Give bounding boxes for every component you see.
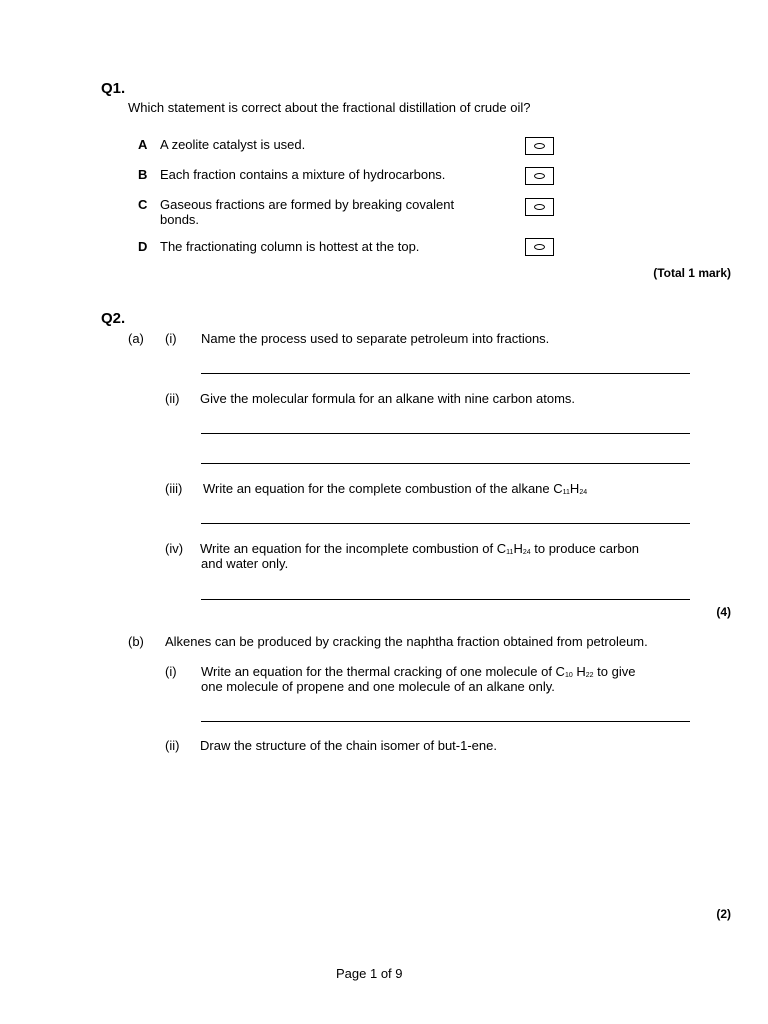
page-number: Page 1 of 9: [336, 966, 403, 981]
q2b-label: (b): [128, 634, 144, 649]
q2a-iii-label: (iii): [165, 481, 183, 496]
q2b-i-text-h: H: [572, 664, 586, 679]
q2a-iii-text: [203, 481, 587, 500]
q2b-i-label: (i): [165, 664, 177, 679]
q2a-iv-text-main: Write an equation for the incomplete combustion of C: [200, 541, 507, 556]
q2a-iv-text-h: H: [513, 541, 523, 556]
subscript: 22: [585, 672, 594, 679]
answer-line[interactable]: [201, 721, 690, 722]
q1-option-b-letter: B: [138, 167, 148, 182]
answer-line[interactable]: [201, 463, 690, 464]
q2a-ii-label: (ii): [165, 391, 180, 406]
q2b-i-text-cont: one molecule of propene and one molecule of an alkane only.: [201, 679, 555, 694]
q2b-i-text-tail: to give: [593, 664, 636, 679]
q2b-text: Alkenes can be produced by cracking the naphtha fraction obtained from petroleum.: [165, 634, 648, 649]
q2a-iii-text-h: H: [569, 481, 580, 496]
answer-line[interactable]: [201, 523, 690, 524]
answer-line[interactable]: [201, 599, 690, 600]
subscript: 10: [564, 672, 573, 679]
subscript: 24: [579, 489, 588, 496]
q2a-iv-text-cont: and water only.: [201, 556, 289, 571]
answer-line[interactable]: [201, 433, 690, 434]
q2b-marks: (2): [716, 907, 731, 921]
q1-option-a-letter: A: [138, 137, 148, 152]
q2b-ii-text: Draw the structure of the chain isomer of but-1-ene.: [200, 738, 497, 753]
q2a-i-label: (i): [165, 331, 177, 346]
subscript: 11: [506, 549, 514, 556]
q1-option-c-letter: C: [138, 197, 148, 212]
q1-option-c-text: Gaseous fractions are formed by breaking covalent: [160, 197, 455, 212]
q1-option-c-answer-box[interactable]: [525, 198, 554, 216]
q2b-i-text-main: Write an equation for the thermal cracking of one molecule of C: [201, 664, 565, 679]
q1-option-b-text: Each fraction contains a mixture of hydrocarbons.: [160, 167, 446, 182]
q2a-i-text: Name the process used to separate petroleum into fractions.: [201, 331, 550, 346]
q2b-ii-label: (ii): [165, 738, 180, 753]
q2a-iv-text-tail: to produce carbon: [530, 541, 640, 556]
q1-option-d-letter: D: [138, 239, 148, 254]
q1-total-marks: (Total 1 mark): [653, 266, 731, 280]
subscript: 11: [562, 489, 570, 496]
q1-option-d-text: The fractionating column is hottest at the top.: [160, 239, 420, 254]
q1-stem: Which statement is correct about the fractional distillation of crude oil?: [128, 100, 531, 115]
q2a-label: (a): [128, 331, 144, 346]
answer-oval-icon: [534, 244, 545, 250]
q1-option-a-text: A zeolite catalyst is used.: [160, 137, 306, 152]
answer-oval-icon: [534, 173, 545, 179]
q1-option-d-answer-box[interactable]: [525, 238, 554, 256]
subscript: 24: [522, 549, 531, 556]
q2-number: Q2.: [101, 310, 126, 327]
q1-option-c-text-cont: bonds.: [160, 212, 200, 227]
q1-option-b-answer-box[interactable]: [525, 167, 554, 185]
q2a-iv-label: (iv): [165, 541, 184, 556]
q1-number: Q1.: [101, 80, 126, 97]
q2a-marks: (4): [716, 605, 731, 619]
q1-option-a-answer-box[interactable]: [525, 137, 554, 155]
answer-oval-icon: [534, 143, 545, 149]
q2a-ii-text: Give the molecular formula for an alkane with nine carbon atoms.: [200, 391, 576, 406]
answer-line[interactable]: [201, 373, 690, 374]
answer-oval-icon: [534, 204, 545, 210]
q2a-iii-text-main: Write an equation for the complete combustion of the alkane C: [203, 481, 563, 496]
